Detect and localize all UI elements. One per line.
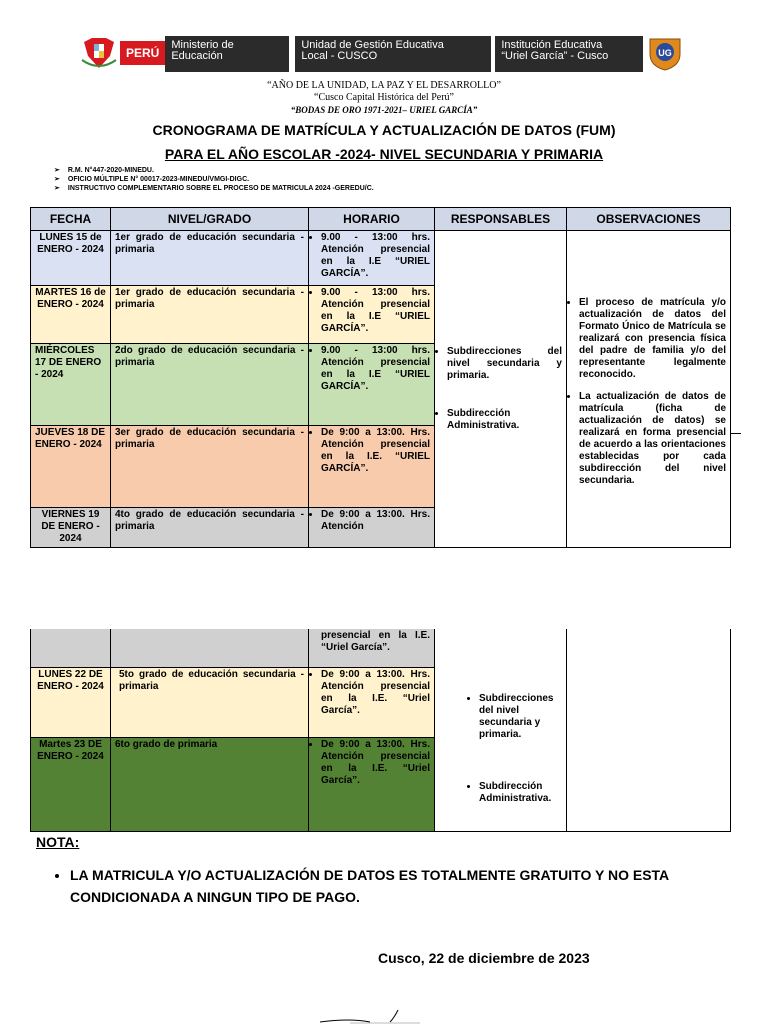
ministerio-line2: Educación [171,50,223,62]
cell-fecha: LUNES 15 de ENERO - 2024 [31,231,111,286]
reference-item: ➢ R.M. N°447-2020-MINEDU. [54,166,374,175]
cell-horario [309,344,435,426]
table-row [31,231,731,286]
nota-item: • LA MATRICULA Y/O ACTUALIZACIÓN DE DATOS ES TOTALMENTE GRATUITO Y NO ESTA CONDICIONADA A NINGUN TIPO DE PAGO. [70,864,750,908]
ie-line1: Institución Educativa [501,39,603,51]
ugel-line1: Unidad de Gestión Educativa [301,39,444,51]
observacion-item: • El proceso de matrícula y/o actualización de datos del Formato Único de Matrícula se realizará con presencia física del padre de familia y/o del representante legalmente reconocido. [579,297,726,381]
reference-item: ➢ INSTRUCTIVO COMPLEMENTARIO SOBRE EL PROCESO DE MATRICULA 2024 -GEREDU/C. [54,184,374,193]
school-crest-icon [647,36,683,72]
motto-anniversary: “BODAS DE ORO 1971-2021– URIEL GARCÍA” [290,105,478,115]
horario-item: • 9.00 - 13:00 hrs. Atención presencial en la I.E “URIEL GARCÍA”. [321,345,430,393]
header-logos [80,36,704,72]
horario-item: • 9.00 - 13:00 hrs. Atención presencial en la I.E “URIEL GARCÍA”. [321,287,430,335]
horario-item: • De 9:00 a 13:00. Hrs. Atención presencial en la I.E. “Uriel García”. [321,669,430,717]
ie-label [495,36,643,72]
header-observaciones: OBSERVACIONES [567,208,731,231]
mottos [0,80,768,116]
cell-observaciones [567,231,731,548]
schedule-table-continued [30,629,731,832]
cell-fecha: JUEVES 18 DE ENERO - 2024 [31,426,111,508]
signature-icon [310,1008,450,1024]
cell-nivel [111,629,309,667]
cell-horario [309,231,435,286]
cell-fecha [31,629,111,667]
peru-shield-icon [80,36,118,70]
header-responsables: RESPONSABLES [435,208,567,231]
cell-observaciones [567,629,731,831]
cell-nivel: 6to grado de primaria [111,737,309,831]
reference-item: ➢ OFICIO MÚLTIPLE N° 00017-2023-MINEDU/VMGI-DIGC. [54,175,374,184]
cell-fecha: Martes 23 DE ENERO - 2024 [31,737,111,831]
cell-horario [309,737,435,831]
cell-nivel: 1er grado de educación secundaria - primaria [111,231,309,286]
cell-nivel: 5to grado de educación secundaria - primaria [111,667,309,737]
cell-horario [309,286,435,344]
responsable-item: • Subdirecciones del nivel secundaria y primaria. [479,693,562,741]
responsable-item: • Subdirecciones del nivel secundaria y primaria. [447,346,562,382]
peru-label: PERÚ [120,41,165,65]
horario-item: • De 9:00 a 13:00. Hrs. Atención presencial en la I.E. “Uriel García”. [321,739,430,787]
cell-fecha: MIÉRCOLES 17 DE ENERO - 2024 [31,344,111,426]
place-date: Cusco, 22 de diciembre de 2023 [378,950,590,966]
responsable-item: • Subdirección Administrativa. [479,781,562,805]
margin-dash [731,433,741,434]
crest-initials: UG [658,48,673,58]
schedule-table [30,207,731,548]
cell-horario [309,426,435,508]
header-horario: HORARIO [309,208,435,231]
references-list [54,166,374,193]
table-header-row [31,208,731,231]
cell-fecha: LUNES 22 DE ENERO - 2024 [31,667,111,737]
table-row [31,629,731,667]
cell-nivel: 2do grado de educación secundaria - primaria [111,344,309,426]
ugel-line2: Local - CUSCO [301,50,378,62]
motto-year: “AÑO DE LA UNIDAD, LA PAZ Y EL DESARROLLO” [267,80,501,91]
cell-nivel: 1er grado de educación secundaria - primaria [111,286,309,344]
horario-item: • 9.00 - 13:00 hrs. Atención presencial en la I.E “URIEL GARCÍA”. [321,232,430,280]
cell-nivel: 3er grado de educación secundaria - primaria [111,426,309,508]
motto-city: “Cusco Capital Histórica del Perú” [314,92,454,103]
ie-line2: “Uriel García” - Cusco [501,50,609,62]
responsable-item: • Subdirección Administrativa. [447,408,562,432]
ministerio-line1: Ministerio de [171,39,234,51]
cell-fecha: VIERNES 19 DE ENERO - 2024 [31,508,111,548]
cell-nivel: 4to grado de educación secundaria - primaria [111,508,309,548]
nota-list [50,864,750,908]
page-title: CRONOGRAMA DE MATRÍCULA Y ACTUALIZACIÓN DE DATOS (FUM) [152,122,616,138]
page-subtitle: PARA EL AÑO ESCOLAR -2024- NIVEL SECUNDARIA Y PRIMARIA [164,146,604,162]
cell-responsables [435,231,567,548]
cell-fecha: MARTES 16 de ENERO - 2024 [31,286,111,344]
header-nivel: NIVEL/GRADO [111,208,309,231]
cell-responsables [435,629,567,831]
horario-item: • De 9:00 a 13:00. Hrs. Atención presencial en la I.E. “URIEL GARCÍA”. [321,427,430,475]
ugel-label [295,36,491,72]
nota-label: NOTA: [36,834,80,850]
cell-horario-cont: presencial en la I.E. “Uriel García”. [309,629,435,667]
header-fecha: FECHA [31,208,111,231]
ministerio-label [165,36,289,72]
cell-horario [309,667,435,737]
observacion-item: • La actualización de datos de matrícula (ficha de actualización de datos) se realizará en forma presencial de acuerdo a las orientaciones establecidas por cada subdirección del nivel secundaria. [579,391,726,487]
horario-item: • De 9:00 a 13:00. Hrs. Atención [321,509,430,533]
cell-horario [309,508,435,548]
